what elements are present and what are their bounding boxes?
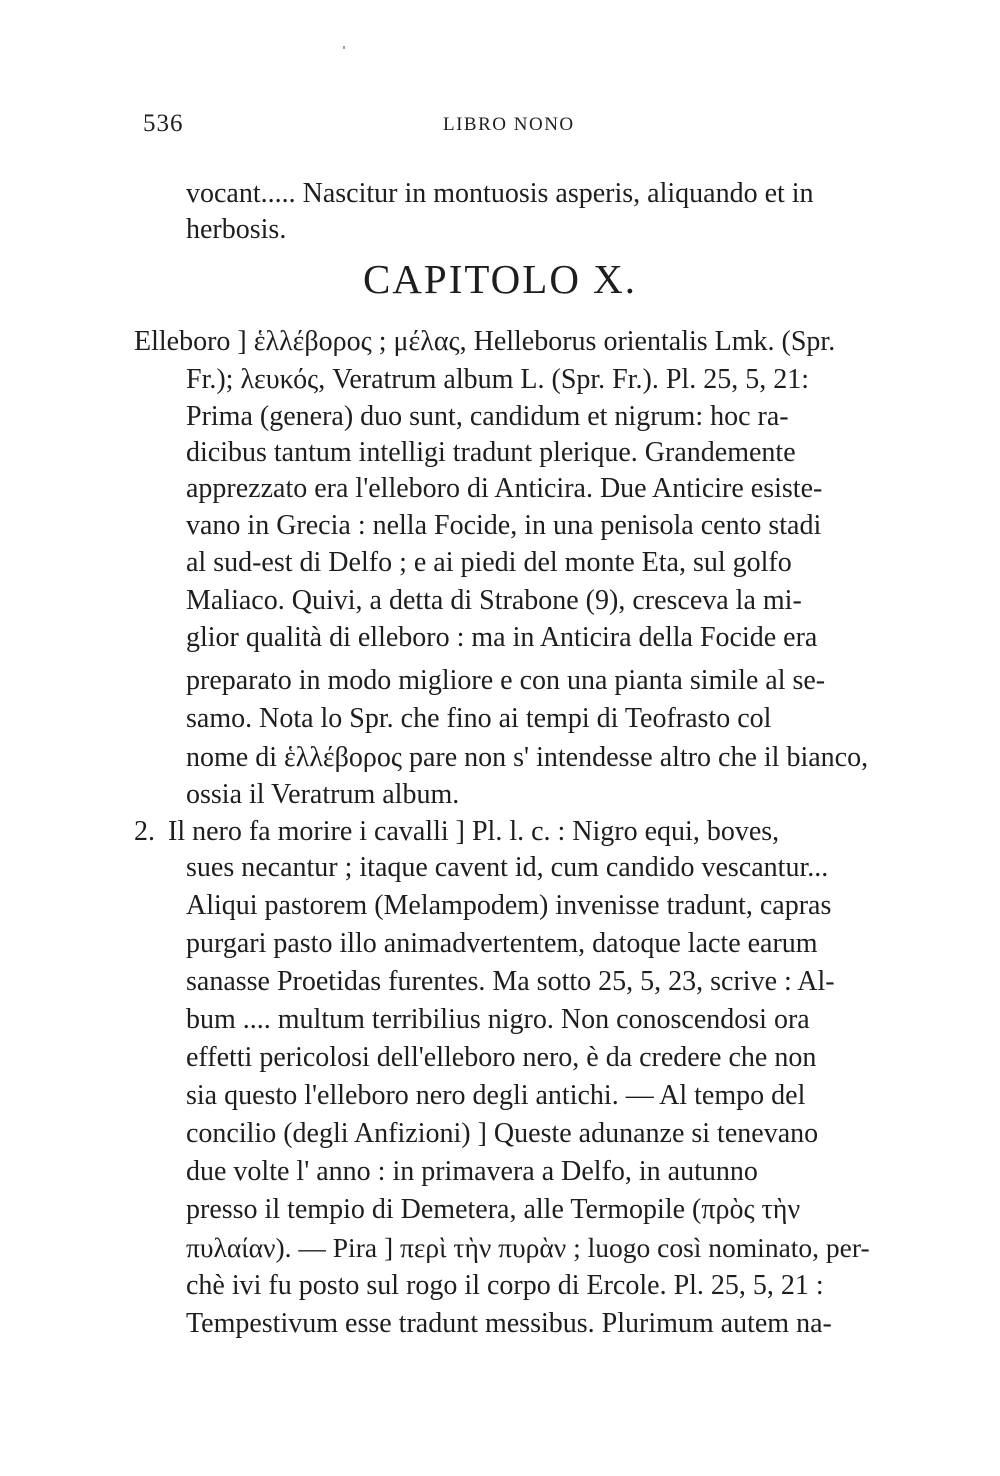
text-line: glior qualità di elleboro : ma in Anticira della Focide era (186, 622, 818, 653)
chapter-title: CAPITOLO X. (362, 256, 638, 302)
text-line: samo. Nota lo Spr. che fino ai tempi di Teofrasto col (186, 703, 772, 734)
text-line: effetti pericolosi dell'elleboro nero, è da credere che non (186, 1042, 817, 1073)
text-line: bum .... multum terribilius nigro. Non conoscendosi ora (186, 1004, 810, 1035)
text-line: Fr.); λευκός, Veratrum album L. (Spr. Fr.). Pl. 25, 5, 21: (186, 364, 809, 395)
text-line: preparato in modo migliore e con una pianta simile al se- (186, 665, 826, 696)
running-head: LIBRO NONO (443, 114, 575, 135)
text-line: Maliaco. Quivi, a detta di Strabone (9), cresceva la mi- (186, 585, 802, 616)
text-line: πυλαίαν). — Pira ] περὶ τὴν πυρὰν ; luogo così nominato, per- (186, 1232, 870, 1263)
text-line: Tempestivum esse tradunt messibus. Plurimum autem na- (186, 1308, 832, 1339)
text-line: purgari pasto illo animadvertentem, datoque lacte earum (186, 928, 818, 959)
text-line: Prima (genera) duo sunt, candidum et nigrum: hoc ra- (186, 401, 789, 432)
text-line: concilio (degli Anfizioni) ] Queste adunanze si tenevano (186, 1118, 819, 1149)
text-line: Elleboro ] ἑλλέβορος ; μέλας, Helleborus orientalis Lmk. (Spr. (134, 326, 836, 357)
text-line: sanasse Proetidas furentes. Ma sotto 25, 5, 23, scrive : Al- (186, 966, 835, 997)
text-line: Il nero fa morire i cavalli ] Pl. l. c. : Nigro equi, boves, (168, 816, 780, 847)
paper-speck (343, 46, 345, 49)
text-line: due volte l' anno : in primavera a Delfo, in autunno (186, 1156, 758, 1187)
text-line: apprezzato era l'elleboro di Anticira. Due Anticire esiste- (186, 473, 823, 504)
text-line: vano in Grecia : nella Focide, in una penisola cento stadi (186, 510, 822, 541)
text-line: al sud-est di Delfo ; e ai piedi del monte Eta, sul golfo (186, 547, 792, 578)
text-line: nome di ἑλλέβορος pare non s' intendesse altro che il bianco, (186, 742, 869, 773)
text-line: presso il tempio di Demetera, alle Termopile (πρὸς τὴν (186, 1194, 801, 1225)
note-number: 2. (134, 816, 155, 847)
text-line: ossia il Veratrum album. (186, 779, 460, 810)
text-line: Aliqui pastorem (Melampodem) invenisse tradunt, capras (186, 890, 832, 921)
text-line: chè ivi fu posto sul rogo il corpo di Ercole. Pl. 25, 5, 21 : (186, 1270, 824, 1301)
text-line: herbosis. (186, 214, 287, 245)
text-line: sues necantur ; itaque cavent id, cum candido vescantur... (186, 852, 829, 883)
text-line: sia questo l'elleboro nero degli antichi. — Al tempo del (186, 1080, 806, 1111)
text-line: dicibus tantum intelligi tradunt plerique. Grandemente (186, 437, 796, 468)
page-number: 536 (143, 110, 184, 137)
text-line: vocant..... Nascitur in montuosis asperis, aliquando et in (186, 178, 814, 209)
